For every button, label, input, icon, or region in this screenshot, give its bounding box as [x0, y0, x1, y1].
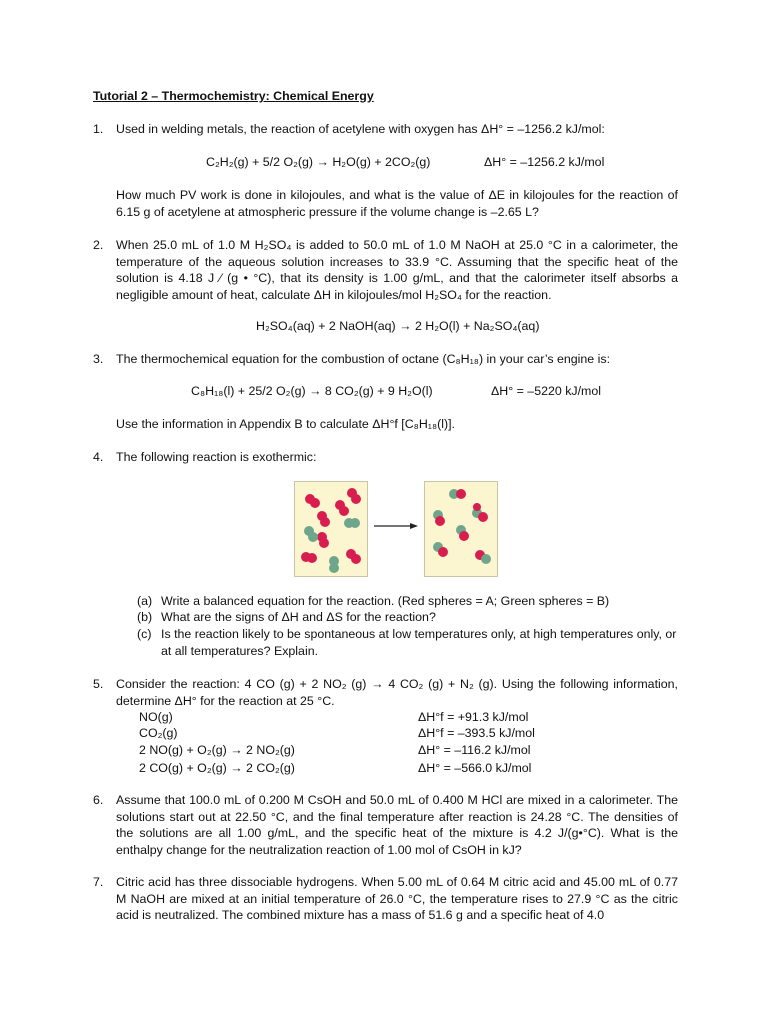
molecule-a2: [305, 494, 320, 508]
molecule-ab: [456, 525, 469, 541]
question-5: [93, 676, 678, 709]
molecule-a2: [346, 549, 361, 564]
question-3-enthalpy: ΔH° = –5220 kJ/mol: [491, 384, 601, 398]
molecule-ab: [472, 508, 488, 522]
molecule-b2: [329, 556, 339, 573]
data-species: 2 NO(g) + O₂(g) → 2 NO₂(g): [139, 743, 295, 757]
molecule-a2: [301, 552, 317, 563]
question-1-body: [93, 187, 678, 220]
reaction-arrow-icon: [372, 519, 420, 533]
molecule-ab: [433, 510, 445, 526]
question-7: [93, 874, 678, 924]
molecule-a2: [317, 532, 329, 548]
question-number: 4.: [93, 450, 104, 464]
question-7-text: Citric acid has three dissociable hydrogens. When 5.00 mL of 0.64 M citric acid and 45.00 mL of 0.77 M NaOH are mixed at an initial temperature of 26.0 °C, the temperature rises to 27.9 °C as the citric acid is neutralized. The combined mixture has a mass of 51.6 g and a specific heat of 4.0: [116, 875, 678, 923]
question-3: [93, 351, 678, 368]
molecule-a2: [347, 488, 361, 504]
data-species: CO₂(g): [139, 726, 178, 740]
question-6-text: Assume that 100.0 mL of 0.200 M CsOH and 50.0 mL of 0.400 M HCl are mixed in a calorimeter. The solutions start out at 22.50 °C, and the final temperature after reaction is 24.28 °C. The densities of the solutions are all 1.00 g/mL, and the specific heat of the mixture is 4.2 J/(g•°C). What is the enthalpy change for the neutralization reaction of 1.00 mol of CsOH in kJ?: [116, 793, 678, 857]
molecule-a2: [335, 500, 349, 516]
reaction-figure: [294, 481, 498, 577]
question-5-intro: Consider the reaction: 4 CO (g) + 2 NO₂ (g) → 4 CO₂ (g) + N₂ (g). Using the following information, determine ΔH° for the reaction at 25 °C.: [116, 677, 678, 708]
data-value: ΔH°f = +91.3 kJ/mol: [418, 710, 529, 724]
molecule-b2: [304, 526, 318, 542]
question-3-body: [93, 416, 678, 433]
products-molecules: [425, 482, 497, 576]
question-2-equation: H₂SO₄(aq) + 2 NaOH(aq) → 2 H₂O(l) + Na₂SO₄(aq): [256, 319, 540, 333]
molecule-a2: [473, 503, 481, 511]
question-number: 1.: [93, 122, 104, 136]
question-2-text: When 25.0 mL of 1.0 M H₂SO₄ is added to 50.0 mL of 1.0 M NaOH at 25.0 °C in a calorimeter, the temperature of the aqueous solution increases to 33.9 °C. Assuming that the specific heat of the solution is 4.18 J ⁄ (g • °C), that its density is 1.00 g/mL, and that the calorimeter itself absorbs a negligible amount of heat, calculate ΔH in kilojoules/mol H₂SO₄ for the reaction.: [116, 238, 678, 302]
question-3-intro: The thermochemical equation for the combustion of octane (C₈H₁₈) in your car’s engine is:: [116, 352, 611, 366]
question-4-part-a: (a) Write a balanced equation for the reaction. (Red spheres = A; Green spheres = B): [137, 594, 610, 608]
question-number: 7.: [93, 875, 104, 889]
data-species: NO(g): [139, 710, 173, 724]
question-2: [93, 237, 678, 303]
question-4-part-b: (b) What are the signs of ΔH and ΔS for the reaction?: [137, 610, 436, 624]
molecule-b2: [344, 518, 360, 528]
question-number: 3.: [93, 352, 104, 366]
question-number: 5.: [93, 677, 104, 691]
data-value: ΔH° = –116.2 kJ/mol: [418, 743, 531, 757]
question-4-intro: The following reaction is exothermic:: [116, 450, 317, 464]
question-1-text: How much PV work is done in kilojoules, and what is the value of ΔE in kilojoules for the reaction of 6.15 g of acetylene at atmospheric pressure if the volume change is –2.65 L?: [116, 188, 678, 219]
products-panel: [424, 481, 498, 577]
molecule-ab: [475, 550, 491, 564]
page-title: Tutorial 2 – Thermochemistry: Chemical Energy: [93, 89, 374, 103]
molecule-a2: [317, 511, 330, 527]
question-3-equation: C₈H₁₈(l) + 25/2 O₂(g) → 8 CO₂(g) + 9 H₂O(l): [191, 384, 433, 398]
data-value: ΔH°f = –393.5 kJ/mol: [418, 726, 535, 740]
reactants-molecules: [295, 482, 367, 576]
molecule-ab: [433, 542, 448, 557]
question-6: [93, 792, 678, 858]
question-1-equation: C₂H₂(g) + 5/2 O₂(g) → H₂O(g) + 2CO₂(g): [206, 155, 431, 169]
question-1: [93, 121, 678, 138]
question-3-text: Use the information in Appendix B to calculate ΔH°f [C₈H₁₈(l)].: [116, 417, 455, 431]
question-number: 6.: [93, 793, 104, 807]
data-value: ΔH° = –566.0 kJ/mol: [418, 761, 532, 775]
molecule-ab: [449, 489, 466, 499]
question-4: [93, 449, 678, 466]
question-1-enthalpy: ΔH° = –1256.2 kJ/mol: [484, 155, 605, 169]
reactants-panel: [294, 481, 368, 577]
question-1-intro: Used in welding metals, the reaction of acetylene with oxygen has ΔH° = –1256.2 kJ/mol:: [116, 122, 605, 136]
question-4-part-c: (c) Is the reaction likely to be spontaneous at low temperatures only, at high temperatures only, or at all temperatures? Explain.: [137, 627, 677, 658]
data-species: 2 CO(g) + O₂(g) → 2 CO₂(g): [139, 761, 295, 775]
question-number: 2.: [93, 238, 104, 252]
